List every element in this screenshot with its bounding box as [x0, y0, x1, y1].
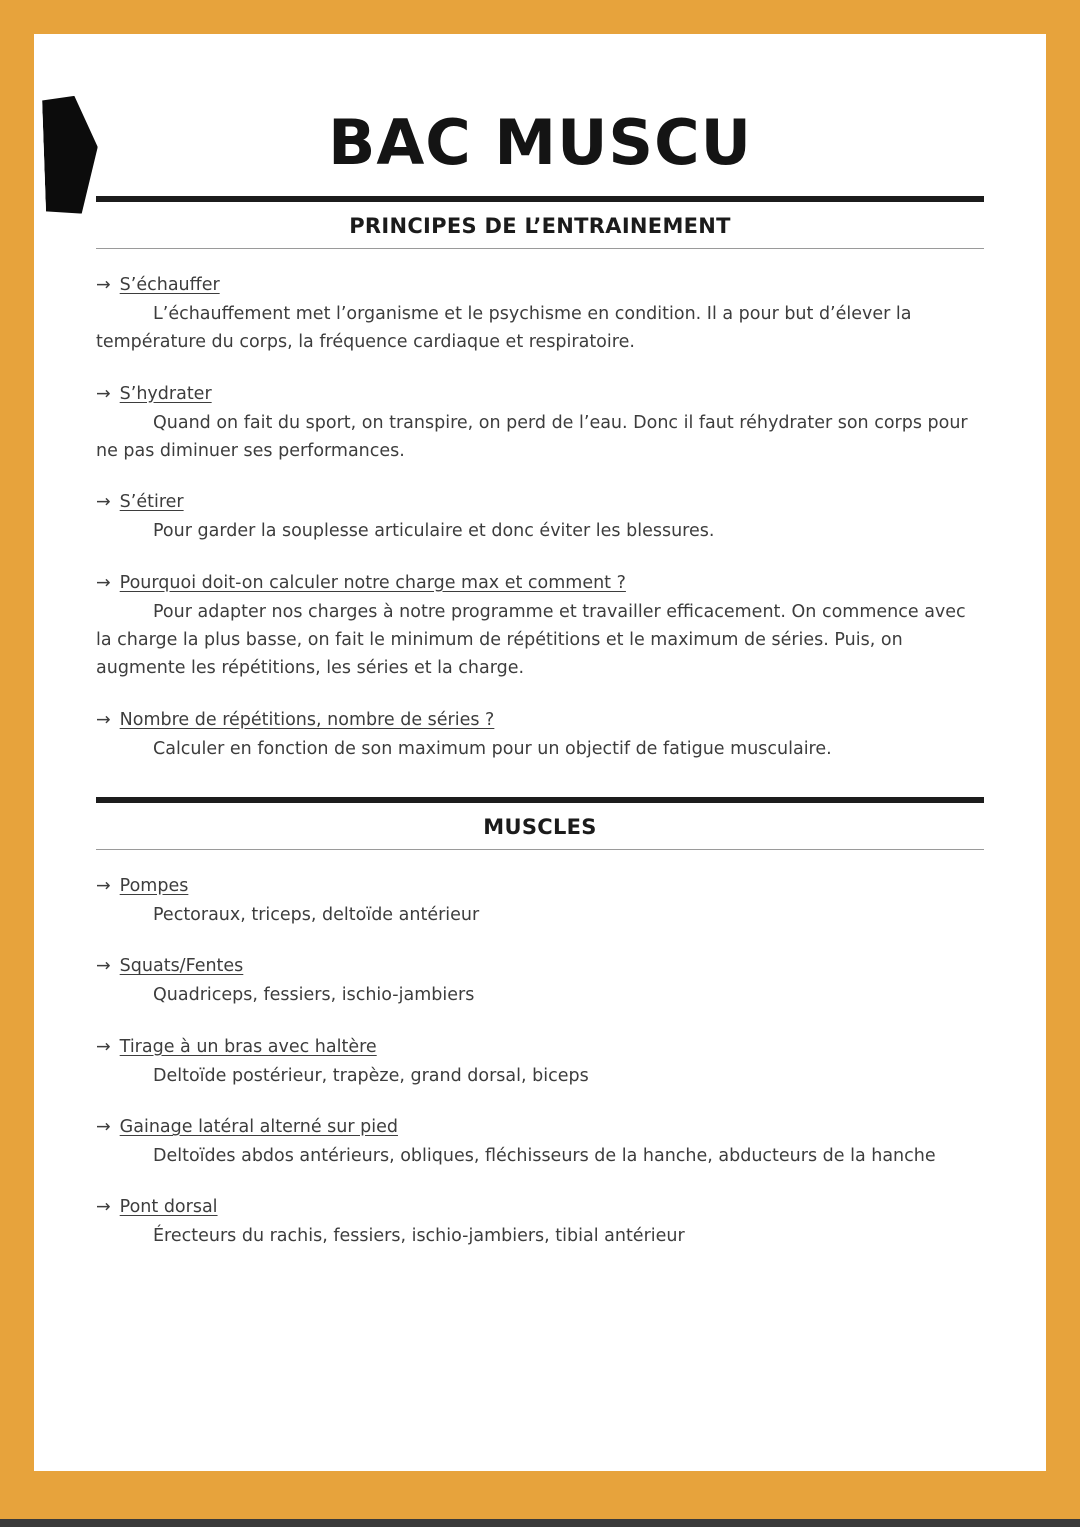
arrow-bullet-icon: →	[96, 956, 111, 977]
page-title: BAC MUSCU	[328, 106, 752, 179]
item-head	[96, 956, 984, 976]
arrow-bullet-icon: →	[96, 1197, 111, 1218]
list-item	[96, 710, 984, 763]
item-heading: Nombre de répétitions, nombre de séries ?	[119, 709, 495, 730]
item-head	[96, 573, 984, 593]
list-item	[96, 492, 984, 545]
item-heading: Tirage à un bras avec haltère	[119, 1036, 377, 1057]
document-page	[34, 34, 1046, 1471]
item-body: Pectoraux, triceps, deltoïde antérieur	[153, 905, 480, 926]
page-content	[34, 34, 1046, 1251]
list-item	[96, 1037, 984, 1090]
section-title-muscles: MUSCLES	[483, 815, 597, 840]
arrow-bullet-icon: →	[96, 1036, 111, 1057]
arrow-bullet-icon: →	[96, 1117, 111, 1138]
item-body: Quadriceps, fessiers, ischio-jambiers	[153, 985, 475, 1006]
list-item	[96, 1117, 984, 1170]
section-underline	[96, 248, 984, 249]
section-principes	[96, 196, 984, 763]
item-head	[96, 1037, 984, 1057]
item-heading: Pont dorsal	[119, 1197, 218, 1218]
list-item	[96, 1197, 984, 1250]
list-item	[96, 956, 984, 1009]
arrow-bullet-icon: →	[96, 492, 111, 513]
item-heading: Squats/Fentes	[119, 956, 244, 977]
section-divider	[96, 196, 984, 202]
item-head	[96, 384, 984, 404]
item-body: L’échauffement met l’organisme et le psychisme en condition. Il a pour but d’élever la température du corps, la fréquence cardiaque et respiratoire.	[96, 304, 912, 353]
item-heading: Pourquoi doit-on calculer notre charge max et comment ?	[119, 572, 626, 593]
item-heading: Pompes	[119, 876, 189, 897]
list-item	[96, 275, 984, 357]
section-underline	[96, 849, 984, 850]
item-head	[96, 710, 984, 730]
item-heading: S’échauffer	[119, 275, 220, 295]
section-muscles	[96, 797, 984, 1251]
list-item	[96, 876, 984, 929]
arrow-bullet-icon: →	[96, 709, 111, 730]
item-body: Calculer en fonction de son maximum pour un objectif de fatigue musculaire.	[153, 738, 832, 759]
item-body: Pour adapter nos charges à notre programme et travailler efficacement. On commence avec la charge la plus basse, on fait le minimum de répétitions et le maximum de séries. Puis, on augmente les répétitions, les séries et la charge.	[96, 601, 966, 679]
item-head	[96, 1117, 984, 1137]
item-body: Quand on fait du sport, on transpire, on perd de l’eau. Donc il faut réhydrater son corps pour ne pas diminuer ses performances.	[96, 412, 968, 462]
arrow-bullet-icon: →	[96, 572, 111, 593]
item-heading: Gainage latéral alterné sur pied	[119, 1117, 398, 1138]
item-heading: S’hydrater	[119, 383, 212, 404]
item-head	[96, 492, 984, 512]
item-body: Deltoïdes abdos antérieurs, obliques, fléchisseurs de la hanche, abducteurs de la hanche	[153, 1146, 936, 1167]
item-head	[96, 1197, 984, 1217]
section-title-principes: PRINCIPES DE L’ENTRAINEMENT	[349, 214, 731, 238]
page-bottom-edge	[0, 1519, 1080, 1527]
list-item	[96, 384, 984, 466]
item-body: Érecteurs du rachis, fessiers, ischio-jambiers, tibial antérieur	[153, 1226, 685, 1247]
section-divider	[96, 797, 984, 803]
item-head	[96, 876, 984, 896]
arrow-bullet-icon: →	[96, 383, 111, 404]
item-body: Deltoïde postérieur, trapèze, grand dorsal, biceps	[153, 1065, 589, 1086]
item-heading: S’étirer	[119, 492, 184, 513]
list-item	[96, 573, 984, 683]
item-head	[96, 275, 984, 295]
arrow-bullet-icon: →	[96, 275, 111, 295]
arrow-bullet-icon: →	[96, 876, 111, 897]
item-body: Pour garder la souplesse articulaire et donc éviter les blessures.	[153, 521, 715, 542]
